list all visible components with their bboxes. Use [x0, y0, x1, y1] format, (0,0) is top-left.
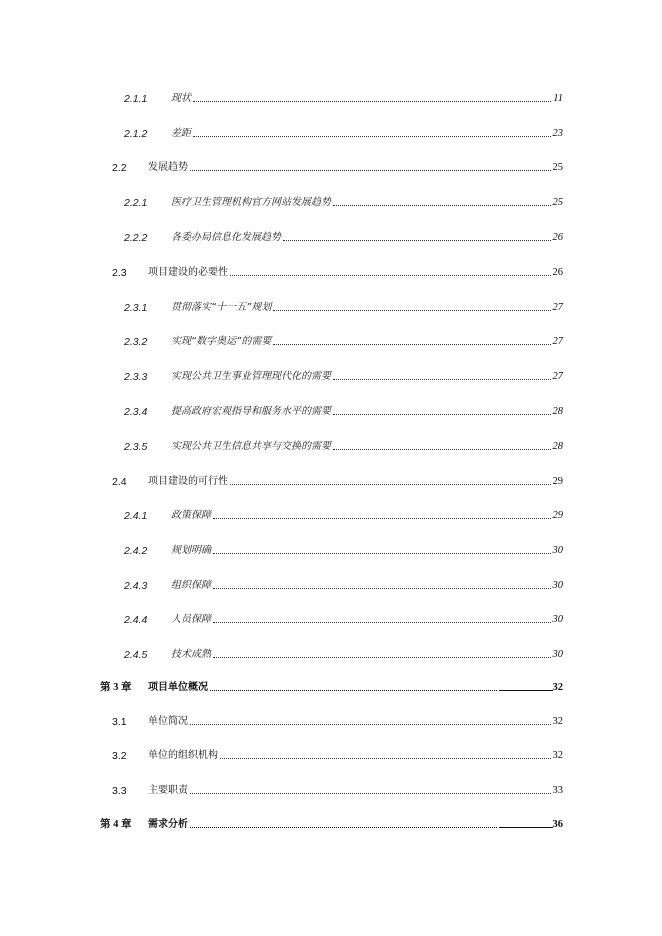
toc-title: 政策保障 — [171, 510, 211, 521]
dot-leader — [190, 793, 551, 794]
toc-page-number: 30 — [552, 545, 563, 556]
toc-page-number: 25 — [552, 197, 563, 208]
dot-leader — [220, 758, 551, 759]
toc-entry-2-1-2[interactable] — [124, 124, 563, 140]
toc-page-number: 26 — [552, 232, 563, 243]
toc-number: 2.4 — [112, 476, 127, 488]
toc-entry-2-4-4[interactable] — [124, 610, 563, 626]
toc-entry-2-3-5[interactable] — [124, 437, 563, 453]
toc-entry-2-2[interactable] — [112, 158, 563, 174]
toc-number: 2.3.4 — [124, 406, 148, 418]
toc-page-number: 27 — [552, 336, 563, 347]
dot-leader — [190, 724, 551, 725]
toc-page-number: 23 — [552, 128, 563, 139]
toc-title: 项目单位概况 — [148, 682, 208, 693]
toc-page-number: 28 — [552, 406, 563, 417]
dot-leader — [333, 379, 551, 380]
toc-page-number: 36 — [552, 819, 563, 830]
toc-title: 项目建设的必要性 — [148, 267, 228, 278]
toc-page-number: 29 — [552, 510, 563, 521]
toc-title: 提高政府宏观指导和服务水平的需要 — [171, 406, 331, 417]
toc-number: 2.4.1 — [124, 510, 148, 522]
toc-page-number: 30 — [552, 580, 563, 591]
toc-page-number: 27 — [552, 302, 563, 313]
toc-entry-2-3-4[interactable] — [124, 402, 563, 418]
toc-entry-2-3-2[interactable] — [124, 332, 563, 348]
toc-number: 2.3.2 — [124, 336, 148, 348]
dot-leader — [213, 518, 551, 519]
toc-entry-2-4-1[interactable] — [124, 506, 563, 522]
toc-title: 发展趋势 — [148, 162, 188, 173]
toc-title: 规划明确 — [171, 545, 211, 556]
toc-number: 2.4.5 — [124, 649, 148, 661]
toc-title: 各委办局信息化发展趋势 — [171, 232, 281, 243]
toc-title: 差距 — [171, 128, 191, 139]
dot-leader — [213, 657, 551, 658]
dot-leader — [213, 553, 551, 554]
toc-entry-2-4-2[interactable] — [124, 541, 563, 557]
toc-title: 实现公共卫生事业管理现代化的需要 — [171, 371, 331, 382]
toc-number: 2.2 — [112, 162, 127, 174]
solid-leader — [499, 690, 553, 691]
toc-entry-2-4-3[interactable] — [124, 576, 563, 592]
toc-number: 2.1.2 — [124, 128, 148, 140]
dot-leader — [210, 690, 497, 691]
toc-title: 现状 — [171, 93, 191, 104]
toc-number: 3.2 — [112, 750, 127, 762]
toc-number: 2.3 — [112, 267, 127, 279]
toc-number: 2.4.2 — [124, 545, 148, 557]
toc-title: 主要职责 — [148, 785, 188, 796]
toc-entry-2-1-1[interactable] — [124, 89, 563, 105]
toc-number: 2.2.1 — [124, 197, 148, 209]
toc-entry-3-2[interactable] — [112, 746, 563, 762]
toc-entry-2-3[interactable] — [112, 263, 563, 279]
toc-title: 组织保障 — [171, 580, 211, 591]
toc-number: 2.4.4 — [124, 614, 148, 626]
toc-page-number: 30 — [552, 649, 563, 660]
dot-leader — [273, 310, 550, 311]
toc-title: 需求分析 — [148, 819, 188, 830]
toc-title: 实现“数字奥运”的需要 — [171, 336, 272, 347]
toc-title: 医疗卫生管理机构官方网站发展趋势 — [171, 197, 331, 208]
toc-entry-2-3-3[interactable] — [124, 367, 563, 383]
toc-entry-2-4-5[interactable] — [124, 645, 563, 661]
toc-entry-3-3[interactable] — [112, 781, 563, 797]
toc-number: 第 3 章 — [100, 682, 132, 693]
toc-title: 人员保障 — [171, 614, 211, 625]
toc-title: 单位的组织机构 — [148, 750, 218, 761]
toc-entry-2-3-1[interactable] — [124, 298, 563, 314]
toc-number: 2.3.3 — [124, 371, 148, 383]
toc-entry-3-1[interactable] — [112, 712, 563, 728]
toc-page-number: 25 — [552, 162, 563, 173]
toc-title: 技术成熟 — [171, 649, 211, 660]
dot-leader — [230, 484, 551, 485]
toc-page-number: 11 — [553, 93, 563, 104]
toc-number: 2.3.5 — [124, 441, 148, 453]
toc-entry-2-2-1[interactable] — [124, 193, 563, 209]
toc-number: 3.3 — [112, 785, 127, 797]
toc-page-number: 26 — [552, 267, 563, 278]
toc-entry-chapter-4[interactable] — [100, 815, 563, 831]
toc-entry-2-4[interactable] — [112, 472, 563, 488]
dot-leader — [333, 414, 551, 415]
dot-leader — [213, 622, 551, 623]
toc-page-number: 32 — [552, 682, 563, 693]
toc-number: 3.1 — [112, 716, 127, 728]
toc-number: 2.3.1 — [124, 302, 148, 314]
toc-title: 项目建设的可行性 — [148, 476, 228, 487]
dot-leader — [193, 136, 551, 137]
toc-entry-chapter-3[interactable] — [100, 678, 563, 694]
toc-number: 2.2.2 — [124, 232, 148, 244]
toc-number: 2.1.1 — [124, 93, 148, 105]
dot-leader — [283, 240, 551, 241]
dot-leader — [273, 344, 550, 345]
solid-leader — [499, 827, 553, 828]
toc-title: 实现公共卫生信息共享与交换的需要 — [171, 441, 331, 452]
dot-leader — [213, 588, 551, 589]
dot-leader — [333, 205, 551, 206]
toc-page-number: 27 — [552, 371, 563, 382]
toc-page-number: 33 — [552, 785, 563, 796]
toc-page-number: 29 — [552, 476, 563, 487]
dot-leader — [230, 275, 551, 276]
toc-entry-2-2-2[interactable] — [124, 228, 563, 244]
toc-page-number: 32 — [552, 750, 563, 761]
toc-page-number: 30 — [552, 614, 563, 625]
toc-number: 第 4 章 — [100, 819, 132, 830]
dot-leader — [193, 101, 551, 102]
dot-leader — [333, 449, 551, 450]
toc-title: 单位简况 — [148, 716, 188, 727]
toc-page-number: 28 — [552, 441, 563, 452]
dot-leader — [190, 170, 551, 171]
toc-page-number: 32 — [552, 716, 563, 727]
dot-leader — [190, 827, 497, 828]
toc-title: 贯彻落实“十一五”规划 — [171, 302, 272, 313]
toc-number: 2.4.3 — [124, 580, 148, 592]
